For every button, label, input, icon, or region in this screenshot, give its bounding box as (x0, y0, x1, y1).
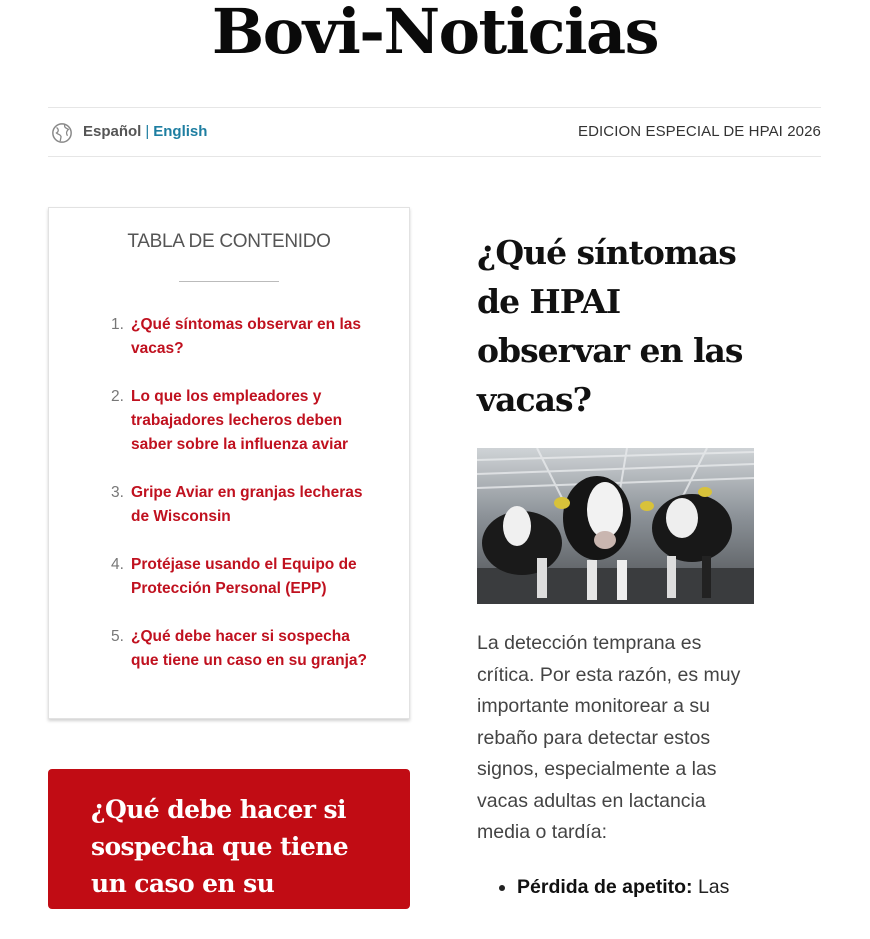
lang-english-link[interactable]: English (153, 123, 208, 140)
toc-item (111, 481, 381, 529)
toc-list (111, 313, 381, 697)
toc-number: 1. (111, 316, 124, 333)
toc-number: 4. (111, 556, 124, 573)
toc-item (111, 313, 381, 361)
symptom-list (477, 872, 807, 903)
globe-icon (51, 122, 73, 144)
article-intro: La detección temprana es crítica. Por esta razón, es muy importante monitorear a su rebaño para detectar estos signos, especialmente a las vacas adultas en lactancia media o tardía: (477, 632, 741, 843)
cows-photo (477, 448, 754, 604)
toc-title: TABLA DE CONTENIDO (127, 231, 331, 252)
toc-divider (179, 281, 279, 282)
symptom-text: Las (692, 876, 730, 898)
toc-link-sospecha[interactable]: ¿Qué debe hacer si sospecha que tiene un caso en su granja? (131, 628, 367, 669)
list-item (517, 872, 807, 903)
callout-heading: ¿Qué debe hacer si sospecha que tiene un caso en su granja? (91, 795, 349, 935)
toc-item (111, 385, 381, 457)
toc-item (111, 625, 381, 673)
toc-item (111, 553, 381, 601)
masthead-title: Bovi-Noticias (211, 0, 659, 68)
edition-label: EDICION ESPECIAL DE HPAI 2026 (578, 123, 821, 140)
article-title: ¿Qué síntomas de HPAI observar en las vacas? (477, 233, 743, 419)
toc-link-empleadores[interactable]: Lo que los empleadores y trabajadores lecheros deben saber sobre la influenza aviar (131, 388, 349, 453)
language-switcher (83, 123, 207, 140)
toc-number: 3. (111, 484, 124, 501)
toc-number: 5. (111, 628, 124, 645)
lang-separator: | (145, 123, 150, 140)
toc-link-epp[interactable]: Protéjase usando el Equipo de Protección Personal (EPP) (131, 556, 357, 597)
lang-espanol: Español (83, 123, 142, 140)
language-bar (48, 107, 821, 157)
callout-card[interactable] (48, 769, 410, 935)
table-of-contents (48, 207, 410, 719)
toc-link-wisconsin[interactable]: Gripe Aviar en granjas lecheras de Wisconsin (131, 484, 363, 525)
toc-number: 2. (111, 388, 124, 405)
toc-link-sintomas[interactable]: ¿Qué síntomas observar en las vacas? (131, 316, 362, 357)
symptom-term: Pérdida de apetito: (517, 876, 693, 898)
